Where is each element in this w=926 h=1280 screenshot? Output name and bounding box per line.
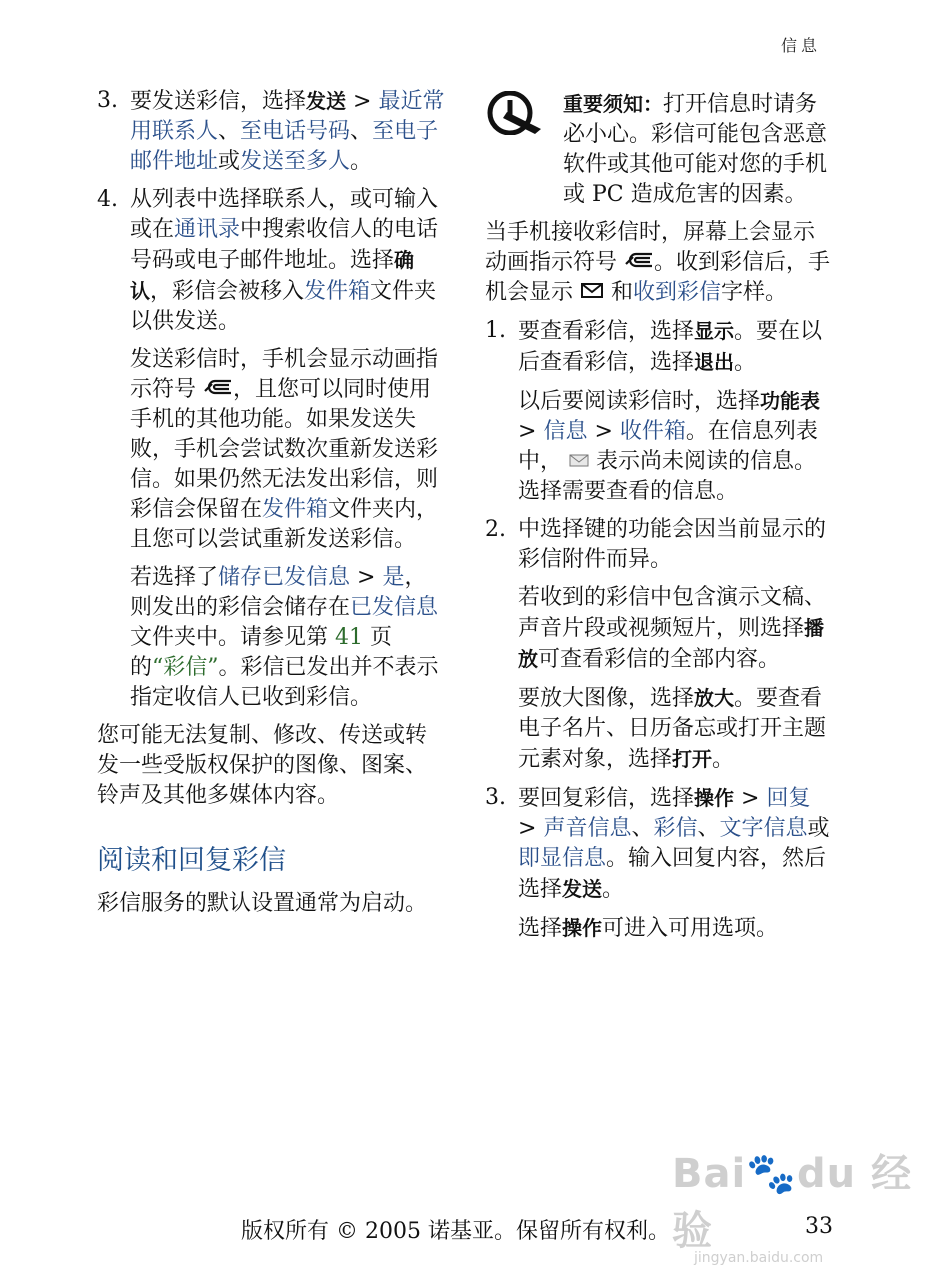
watermark-brand: Bai🐾du 经验	[672, 1151, 913, 1254]
cross-ref: “彩信”	[152, 655, 219, 680]
step-4-select-contact: 4. 从列表中选择联系人，或可输入或在通讯录中搜索收信人的电话号码或电子邮件地址。选择确认，彩信会被移入发件箱文件夹以供发送。	[97, 187, 439, 334]
step-3-send: 3. 要发送彩信，选择发送 > 最近常用联系人、至电话号码、至电子邮件地址或发送至多人。	[97, 88, 445, 174]
footer-copyright: 版权所有 © 2005 诺基亚。保留所有权利。	[241, 1219, 670, 1244]
sending-animation-icon	[203, 375, 233, 405]
watermark	[672, 1142, 926, 1266]
right-column	[485, 86, 831, 952]
paw-icon: 🐾	[746, 1151, 798, 1197]
default-setting-note: 彩信服务的默认设置通常为启动。	[97, 891, 428, 916]
page-number: 33	[805, 1214, 833, 1239]
options-note: 选择操作可进入可用选项。	[518, 916, 779, 941]
left-column	[97, 86, 445, 927]
important-notice: 重要须知：打开信息时请务必小心。彩信可能包含恶意软件或其他可能对您的手机或 PC 造成危害的因素。	[485, 89, 831, 210]
step-1-view: 1. 要查看彩信，选择显示。要在以后查看彩信，选择退出。	[485, 318, 823, 375]
sending-note: 发送彩信时，手机会显示动画指示符号 ，且您可以同时使用手机的其他功能。如果发送失败，手机会尝试数次重新发送彩信。如果仍然无法发出彩信，则彩信会保留在发件箱文件夹内，且您可以尝试重新发送彩信。	[130, 347, 439, 552]
link-outbox: 发件箱	[304, 279, 371, 304]
copyright-note: 您可能无法复制、修改、传送或转发一些受版权保护的图像、图案、铃声及其他多媒体内容。	[97, 723, 428, 808]
link-contacts: 通讯录	[174, 217, 241, 242]
link-to-email: 至电子邮件地址	[130, 119, 439, 174]
step-3-reply: 3. 要回复彩信，选择操作 > 回复 > 声音信息、彩信、文字信息或即显信息。输入回复内容，然后选择发送。	[485, 785, 830, 902]
step-2-select-key: 2. 中选择键的功能会因当前显示的彩信附件而异。	[485, 517, 827, 572]
receive-note: 当手机接收彩信时，屏幕上会显示动画指示符号 。收到彩信后，手机会显示 和收到彩信字样。	[485, 218, 831, 308]
section-title: 阅读和回复彩信	[97, 845, 286, 876]
running-header: 信息	[781, 36, 822, 55]
play-note: 若收到的彩信中包含演示文稿、声音片段或视频短片，则选择播放可查看彩信的全部内容。	[518, 585, 827, 672]
saved-sent-note: 若选择了储存已发信息 > 是，则发出的彩信会储存在已发信息文件夹中。请参见第 41 页的“彩信”。彩信已发出并不表示指定收信人已收到彩信。	[130, 565, 439, 710]
unread-mail-icon	[569, 447, 589, 477]
receiving-animation-icon	[624, 248, 654, 278]
link-recent-contacts: 最近常用联系人	[130, 89, 445, 144]
envelope-icon	[580, 278, 604, 308]
watermark-url: jingyan.baidu.com	[694, 1250, 824, 1266]
read-later-note: 以后要阅读彩信时，选择功能表 > 信息 > 收件箱。在信息列表中， 表示尚未阅读的信息。选择需要查看的信息。	[518, 389, 821, 504]
link-to-many: 发送至多人	[240, 149, 351, 174]
link-to-phone: 至电话号码	[240, 119, 351, 144]
page-ref: 41	[335, 625, 363, 650]
warning-icon	[485, 89, 563, 210]
zoom-note: 要放大图像，选择放大。要查看电子名片、日历备忘或打开主题元素对象，选择打开。	[518, 686, 827, 772]
